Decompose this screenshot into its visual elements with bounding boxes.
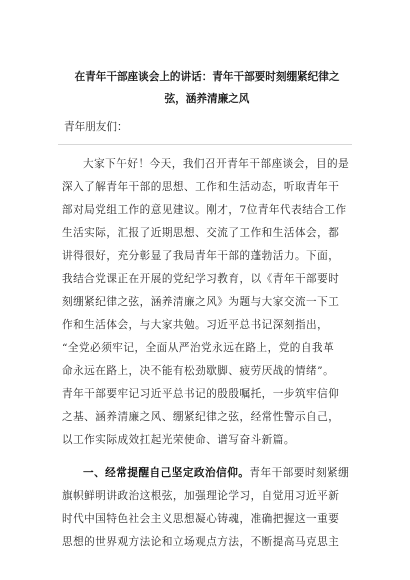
paragraph-line: 生活实际，汇报了近期思想、交流了工作和生活体会，都	[62, 227, 340, 239]
paragraph-line: “全党必须牢记，全面从严治党永远在路上，党的自我革	[62, 342, 335, 354]
paragraph-line: 青年干部要牢记习近平总书记的殷殷嘱托，一步筑牢信仰	[62, 388, 340, 400]
divider	[58, 144, 352, 145]
paragraph-line: 作和生活体会，与大家共勉。习近平总书记深刻指出，	[62, 319, 329, 331]
paragraph-line: 命永远在路上，决不能有松劲歇脚、疲劳厌战的情绪”。	[62, 365, 335, 377]
paragraph-1	[62, 153, 352, 452]
paragraph-line: 部对局党组工作的意见建议。刚才，7位青年代表结合工作	[62, 204, 347, 216]
paragraph-first-line	[62, 462, 352, 485]
title-line: 弦，涵养清廉之风	[164, 93, 250, 105]
paragraph-line: 讲得很好，充分彰显了我局青年干部的蓬勃活力。下面，	[62, 250, 340, 262]
paragraph-line: 刻绷紧纪律之弦，涵养清廉之风》为题与大家交流一下工	[62, 296, 340, 308]
paragraph-2	[62, 462, 352, 554]
paragraph-line: 之基、涵养清廉之风、绷紧纪律之弦，经常性警示自己，	[62, 411, 340, 423]
title-line: 在青年干部座谈会上的讲话：青年干部要时刻绷紧纪律之	[74, 71, 340, 83]
paragraph-line: 旗帜鲜明讲政治这根弦，加强理论学习，自觉用习近平新	[62, 490, 340, 502]
paragraph-line: 以工作实际成效扛起光荣使命、谱写奋斗新篇。	[62, 434, 295, 446]
paragraph-line: 大家下午好！今天，我们召开青年干部座谈会，目的是	[83, 158, 350, 170]
section-heading: 一、经常提醒自己坚定政治信仰。	[83, 467, 250, 479]
salutation: 青年朋友们：	[64, 121, 128, 133]
paragraph-line: 时代中国特色社会主义思想凝心铸魂，准确把握这一重要	[62, 513, 340, 525]
paragraph-line: 思想的世界观方法论和立场观点方法，不断提高马克思主	[62, 536, 340, 548]
paragraph-text: 青年干部要时刻紧绷	[249, 467, 350, 479]
document-title	[62, 66, 352, 110]
paragraph-line: 深入了解青年干部的思想、工作和生活动态，听取青年干	[62, 181, 340, 193]
paragraph-line: 我结合党课正在开展的党纪学习教育，以《青年干部要时	[62, 273, 340, 285]
